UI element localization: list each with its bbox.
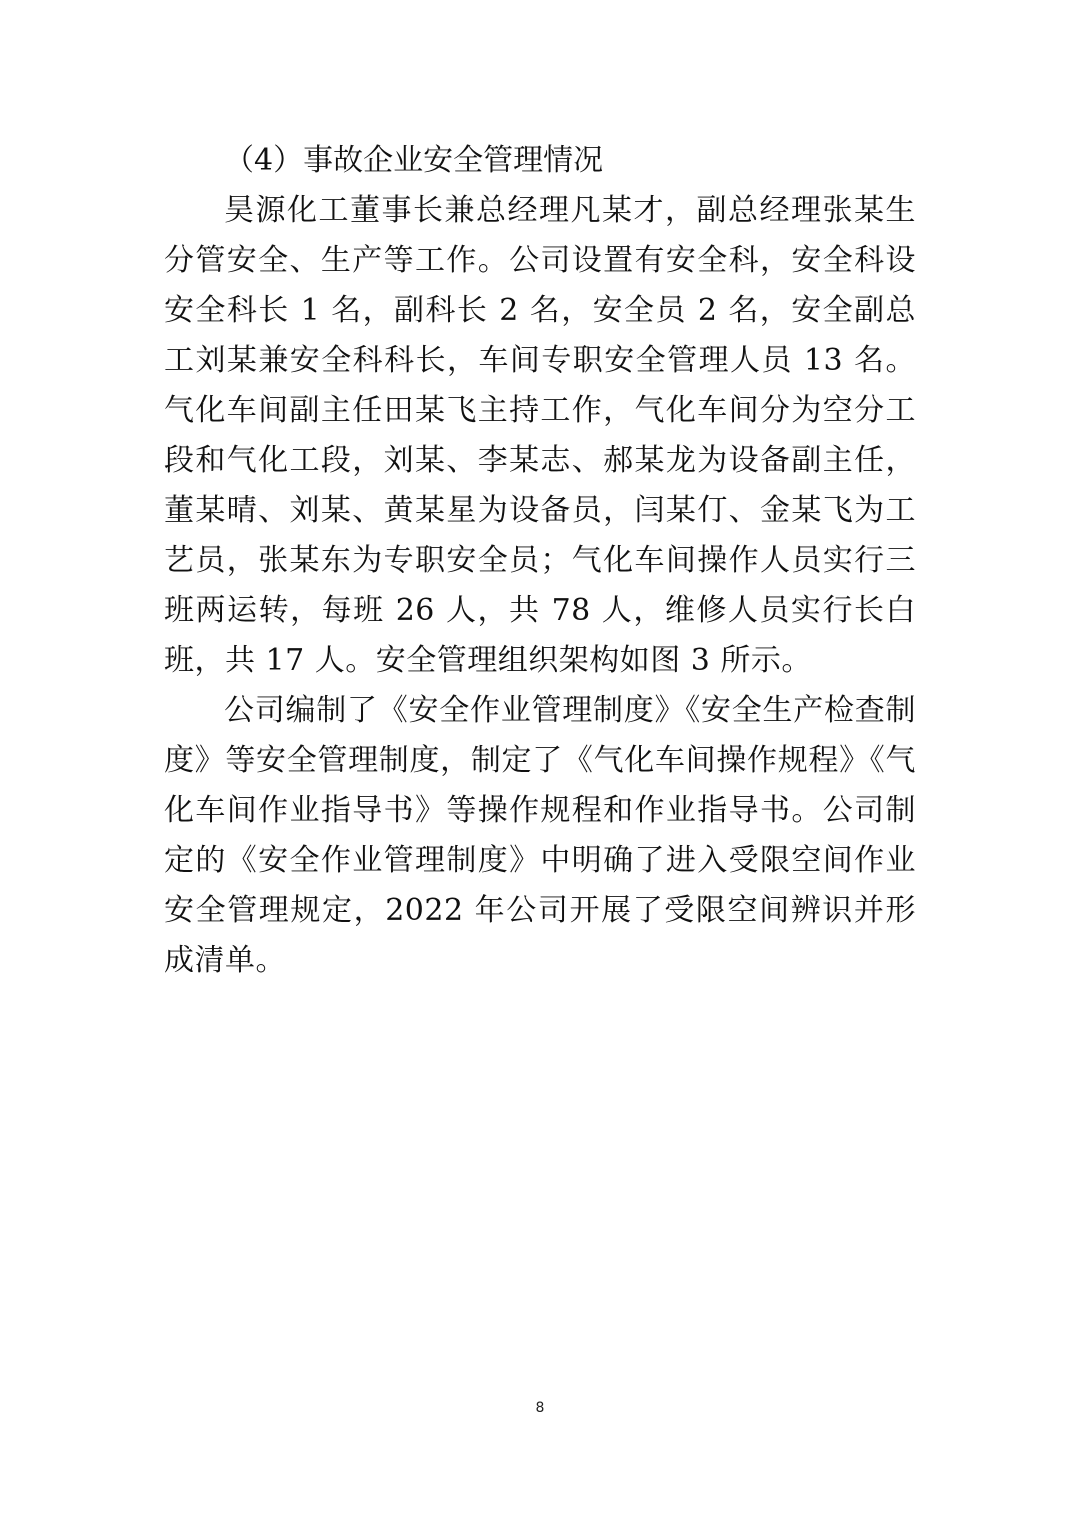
- document-body: [164, 136, 916, 986]
- page-number: 8: [535, 1400, 545, 1416]
- paragraph-management-structure: 昊源化工董事长兼总经理凡某才，副总经理张某生分管安全、生产等工作。公司设置有安全科，安全科设安全科长 1 名，副科长 2 名，安全员 2 名，安全副总工刘某兼安全科科长，车间专职安全管理人员 13 名。气化车间副主任田某飞主持工作，气化车间分为空分工段和气化工段，刘某、李某志、郝某龙为设备副主任，董某晴、刘某、黄某星为设备员，闫某仃、金某飞为工艺员，张某东为专职安全员；气化车间操作人员实行三班两运转，每班 26 人，共 78 人，维修人员实行长白班，共 17 人。安全管理组织架构如图 3 所示。: [164, 193, 916, 678]
- section-heading: （4）事故企业安全管理情况: [224, 143, 604, 178]
- paragraph-safety-regulations: 公司编制了《安全作业管理制度》《安全生产检查制度》等安全管理制度，制定了《气化车间操作规程》《气化车间作业指导书》等操作规程和作业指导书。公司制定的《安全作业管理制度》中明确了进入受限空间作业安全管理规定，2022 年公司开展了受限空间辨识并形成清单。: [164, 693, 916, 978]
